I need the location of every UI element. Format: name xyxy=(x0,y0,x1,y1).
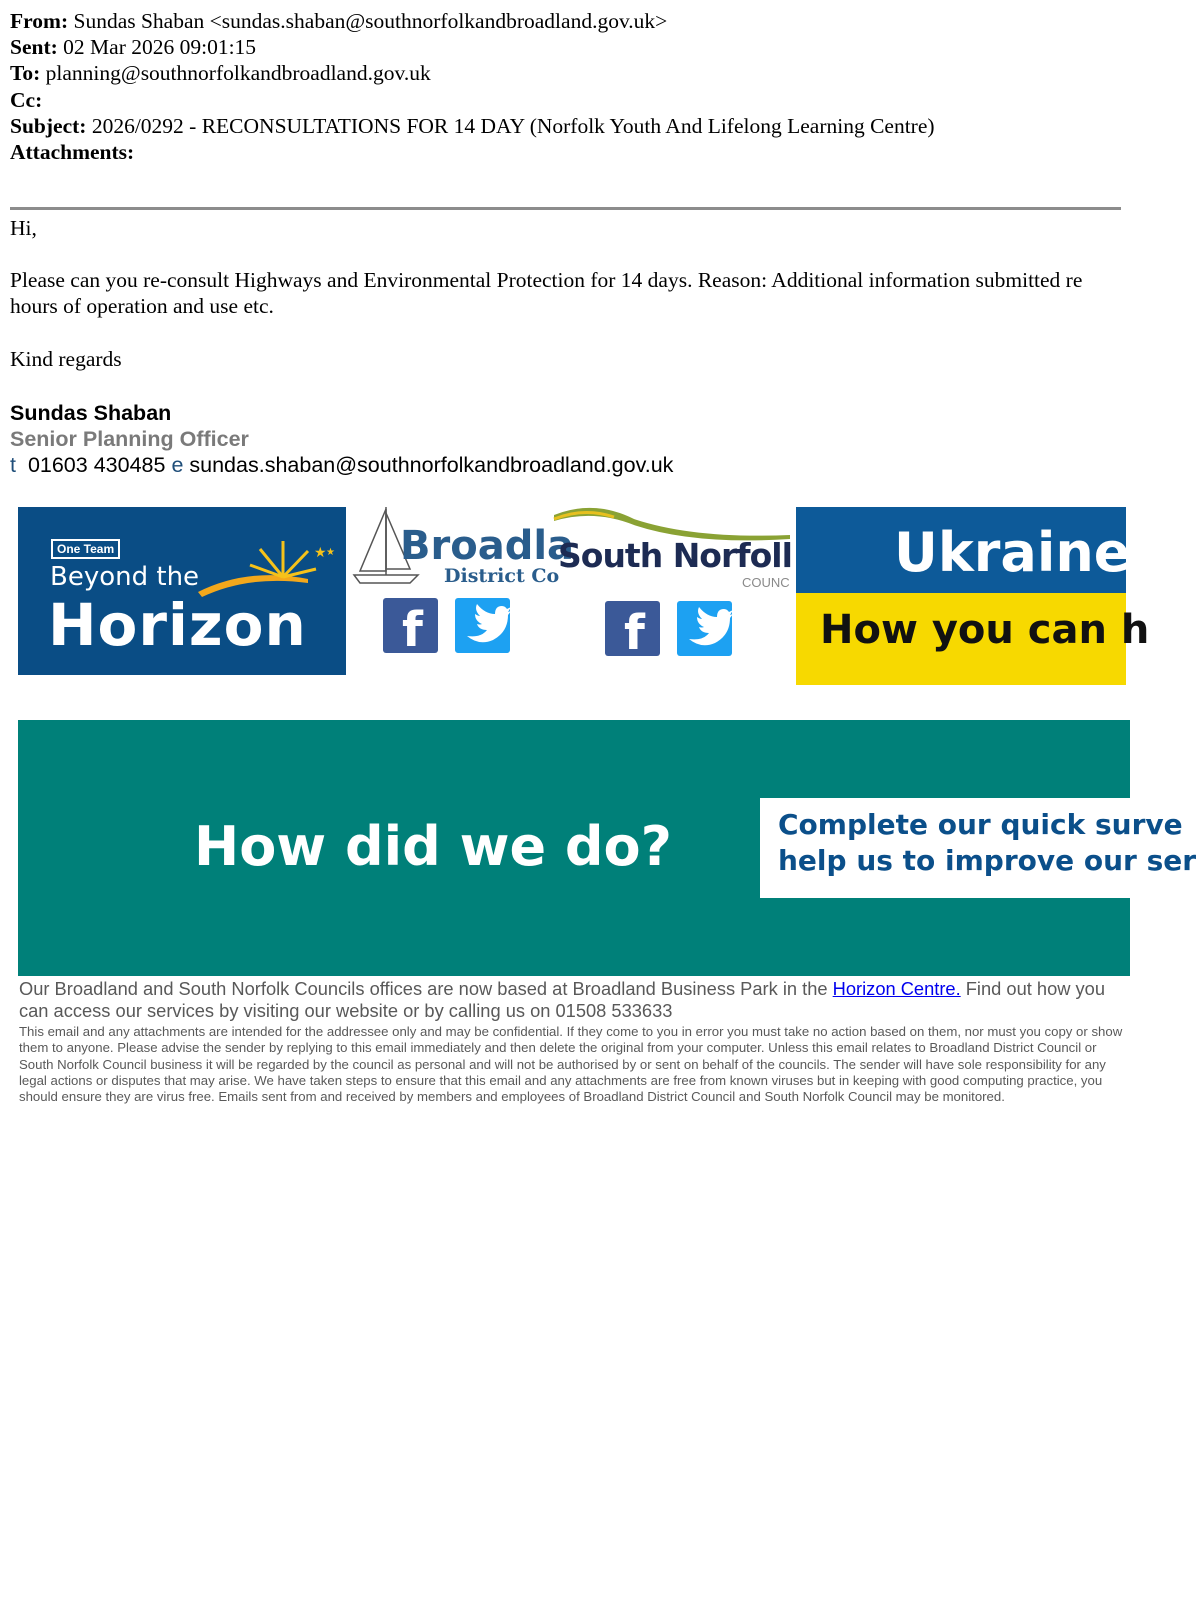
ukraine-heading: Ukraine xyxy=(894,521,1131,584)
signature-title: Senior Planning Officer xyxy=(10,427,249,451)
one-team-tag: One Team xyxy=(51,539,120,559)
subject-label: Subject: xyxy=(10,113,87,138)
message-paragraph: Please can you re-consult Highways and Environmental Protection for 14 days. Reason: Additional information submitted re hours of operation and use etc. xyxy=(10,268,1083,319)
email-label: e xyxy=(171,453,184,477)
broadland-twitter-icon[interactable] xyxy=(455,598,510,653)
ukraine-subheading: How you can h xyxy=(820,607,1150,653)
survey-line1: Complete our quick surve xyxy=(778,808,1183,841)
sunburst-icon xyxy=(188,537,338,597)
survey-line2: help us to improve our ser xyxy=(778,844,1196,877)
to-value: planning@southnorfolkandbroadland.gov.uk xyxy=(45,61,431,86)
south-norfolk-sub: COUNC xyxy=(742,575,790,590)
notice-text-end: Find out how you can access our services by visiting our website or by calling us on 01508 533633 xyxy=(19,978,1105,1021)
phone-number[interactable]: 01603 430485 xyxy=(27,453,166,477)
ukraine-banner[interactable] xyxy=(796,507,1150,685)
south-norfolk-twitter-icon[interactable] xyxy=(677,601,732,656)
beyond-the-horizon-banner[interactable] xyxy=(18,507,346,675)
attachments-label: Attachments: xyxy=(10,140,135,165)
closing: Kind regards xyxy=(10,346,122,371)
horizon-line1: Beyond the xyxy=(50,562,200,592)
greeting: Hi, xyxy=(10,216,37,240)
to-row xyxy=(10,60,935,86)
survey-callout xyxy=(760,798,1196,898)
svg-text:f: f xyxy=(402,602,423,658)
sent-label: Sent: xyxy=(10,35,58,60)
survey-banner[interactable] xyxy=(18,720,1196,976)
broadland-name: Broadla xyxy=(400,523,575,569)
signature-contact xyxy=(10,452,673,478)
signature-email[interactable]: sundas.shaban@southnorfolkandbroadland.gov.uk xyxy=(189,453,674,477)
broadland-logo[interactable] xyxy=(352,503,575,593)
from-label: From: xyxy=(10,9,69,33)
sent-value: 02 Mar 2026 09:01:15 xyxy=(63,35,257,60)
signature xyxy=(10,400,673,478)
svg-text:f: f xyxy=(624,605,645,661)
to-label: To: xyxy=(10,61,41,86)
legal-disclaimer: This email and any attachments are intended for the addressee only and may be confidential. If they come to you in error you must take no action based on them, nor must you copy or show them to anyone. Please advise the sender by replying to this email immediately and then delete the original from your computer. Unless this email relates to Broadland District Council or South Norfolk Council business it will be regarded by the council as personal and will not be authorised by or sent on behalf of the councils. The sender will have sole responsibility for any legal actions or disputes that may arise. We have taken steps to ensure that this email and any attachments are free from known viruses but in keeping with good computing practice, you should ensure they are virus free. Emails sent from and received by members and employees of Broadland District Council and South Norfolk Council may be monitored. xyxy=(19,1024,1123,1105)
south-norfolk-logo[interactable] xyxy=(554,503,792,593)
email-body xyxy=(10,215,1110,372)
survey-heading: How did we do? xyxy=(194,815,672,878)
from-value: Sundas Shaban <sundas.shaban@southnorfolkandbroadland.gov.uk> xyxy=(73,9,668,33)
sent-row xyxy=(10,34,935,60)
horizon-centre-link[interactable]: Horizon Centre. xyxy=(832,978,961,999)
south-norfolk-facebook-icon[interactable] xyxy=(605,601,660,661)
broadland-facebook-icon[interactable] xyxy=(383,598,438,658)
email-footer xyxy=(19,978,1125,1105)
header-divider xyxy=(10,207,1121,210)
svg-text:★: ★ xyxy=(326,547,335,558)
cc-row xyxy=(10,87,935,113)
subject-value: 2026/0292 - RECONSULTATIONS FOR 14 DAY (Norfolk Youth And Lifelong Learning Centre) xyxy=(91,113,935,138)
svg-text:★: ★ xyxy=(314,545,327,561)
signature-name: Sundas Shaban xyxy=(10,401,172,425)
south-norfolk-name: South Norfoll xyxy=(558,536,792,575)
horizon-line2: Horizon xyxy=(48,591,307,659)
notice-text-start: Our Broadland and South Norfolk Councils offices are now based at Broadland Business Park in the xyxy=(19,978,833,999)
from-row xyxy=(10,8,935,34)
subject-row xyxy=(10,113,935,139)
attachments-row xyxy=(10,139,935,165)
office-notice xyxy=(19,978,1125,1022)
cc-label: Cc: xyxy=(10,87,43,112)
phone-label: t xyxy=(10,453,16,477)
broadland-sub: District Co xyxy=(444,565,560,587)
email-header xyxy=(10,8,935,165)
